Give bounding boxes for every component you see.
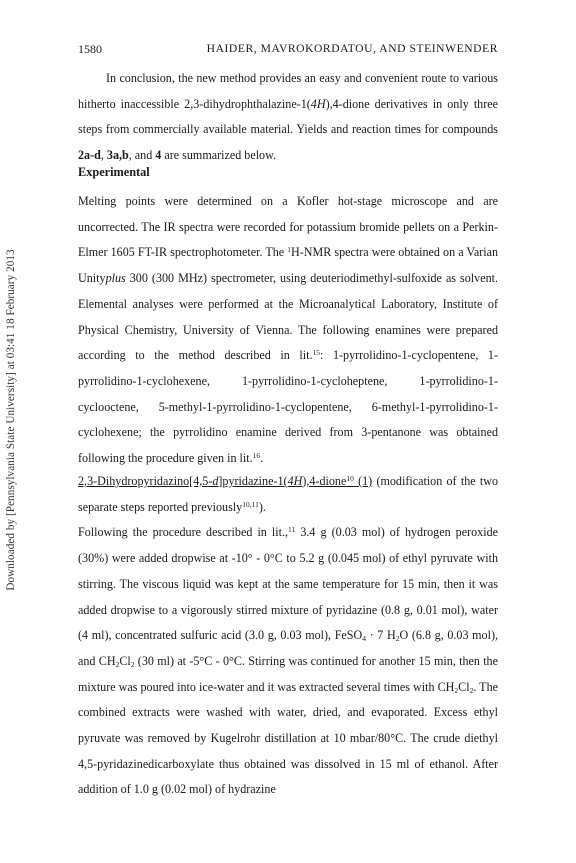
text-run: are summarized below.	[161, 148, 277, 163]
subscript: 2	[454, 685, 459, 695]
subscript: 4	[362, 634, 367, 644]
text-run: H-NMR spectra were obtained on a Varian Unity	[78, 245, 498, 286]
text-run: 2,3-Dihydropyridazino[4,5-	[78, 474, 213, 488]
text-run: Following the procedure described in lit.,	[78, 525, 289, 540]
text-run: 3.4 g (0.03 mol) of hydrogen peroxide (30%) were added dropwise at -10° - 0°C to 5.2 g (0.045 mol) of ethyl pyruvate with stirring. The viscous liquid was kept at the same temperature for 15 min, then it was added dropwise to a vigorously stirred mixture of pyridazine (0.8 g, 0.01 mol), water (4 ml), concentrated sulfuric acid (3.0 g, 0.03 mol), FeSO	[78, 525, 498, 643]
compound-title	[78, 474, 372, 488]
text-run: .	[260, 451, 264, 466]
compound-number: (1)	[358, 474, 373, 488]
text-run: . The combined extracts were washed with water, dried, and evaporated. Excess ethyl pyruvate was removed by Kugelrohr distillation at 10 mbar/80°C. The crude diethyl 4,5-pyridazinedicarboxylate thus obtained was dissolved in 15 ml of ethanol. After addition of 1.0 g (0.02 mol) of hydrazine	[78, 679, 498, 797]
text-run: ).	[258, 499, 266, 514]
compound-title-line	[78, 469, 498, 520]
italic-run: 4H	[310, 96, 326, 111]
text-run: O (6.8 g, 0.03 mol), and CH	[78, 628, 498, 668]
text-run: ),4-dione	[302, 474, 347, 488]
subscript: 2	[469, 685, 474, 695]
download-watermark-text: Downloaded by [Pennsylvania State University] at 03:41 18 February 2013	[5, 249, 17, 591]
text-run: Cl	[458, 679, 470, 694]
italic-run: plus	[105, 271, 126, 286]
compound-label: 2a-d	[78, 148, 101, 163]
text-run: 300 (300 MHz) spectrometer, using deuteriodimethyl-sulfoxide as solvent. Elemental analyses were performed at the Microanalytical Laboratory, Institute of Physical Chemistry, University of Vienna. The following enamines were prepared according to the method described in lit.	[78, 271, 498, 363]
conclusion-paragraph	[78, 66, 498, 169]
text-run: ]pyridazine-1(	[218, 474, 288, 488]
text-run: , and	[128, 148, 156, 163]
italic-run: 4H	[287, 474, 303, 488]
experimental-paragraph	[78, 189, 498, 472]
text-run: : 1-pyrrolidino-1-cyclopentene, 1-pyrrolidino-1-cyclohexene, 1-pyrrolidino-1-cycloheptene, 1-pyrrolidino-1-cyclooctene, 5-methyl-1-pyrrolidino-1-cyclopentene, 6-methyl-1-pyrrolidino-1-cyclohexene; the pyrrolidino enamine derived from 3-pentanone was obtained following the procedure given in lit.	[78, 348, 499, 466]
text-run: In conclusion, the new method provides an easy and convenient route to various hitherto inaccessible 2,3-dihydrophthalazine-1(	[78, 71, 498, 111]
running-title: HAIDER, MAVROKORDATOU, AND STEINWENDER	[206, 42, 498, 55]
reference-superscript: 15	[312, 348, 320, 358]
text-run: Cl	[119, 653, 131, 668]
reference-superscript: 10,11	[242, 499, 259, 509]
subscript: 2	[130, 659, 135, 669]
reference-superscript: 10	[346, 474, 354, 483]
page-header	[78, 42, 498, 58]
text-run: ,	[100, 148, 107, 163]
reference-superscript: 11	[288, 525, 296, 535]
text-run: ),4-dione derivatives in only three steps from commercially available material. Yields and reaction times for compounds	[78, 96, 498, 137]
compound-procedure-paragraph	[78, 469, 498, 803]
subscript: 2	[395, 634, 400, 644]
text-run: (modification of the two separate steps reported previously	[78, 474, 498, 514]
superscript: 1	[287, 245, 291, 255]
procedure-text	[78, 520, 498, 803]
page-number: 1580	[78, 42, 102, 56]
text-run: Melting points were determined on a Kofler hot-stage microscope and are uncorrected. The IR spectra were recorded for potassium bromide pellets on a Perkin-Elmer 1605 FT-IR spectrophotometer. The	[78, 194, 498, 260]
download-watermark	[2, 205, 20, 635]
italic-run: d	[212, 474, 219, 488]
subscript: 2	[115, 659, 120, 669]
reference-superscript: 16	[252, 451, 261, 461]
text-run: · 7 H	[366, 628, 396, 643]
compound-label: 4	[155, 148, 162, 163]
compound-label: 3a,b	[106, 148, 129, 163]
text-run: (30 ml) at -5°C - 0°C. Stirring was continued for another 15 min, then the mixture was poured into ice-water and it was extracted several times with CH	[78, 653, 498, 694]
section-heading-experimental: Experimental	[78, 165, 150, 179]
conclusion-text	[78, 66, 498, 169]
